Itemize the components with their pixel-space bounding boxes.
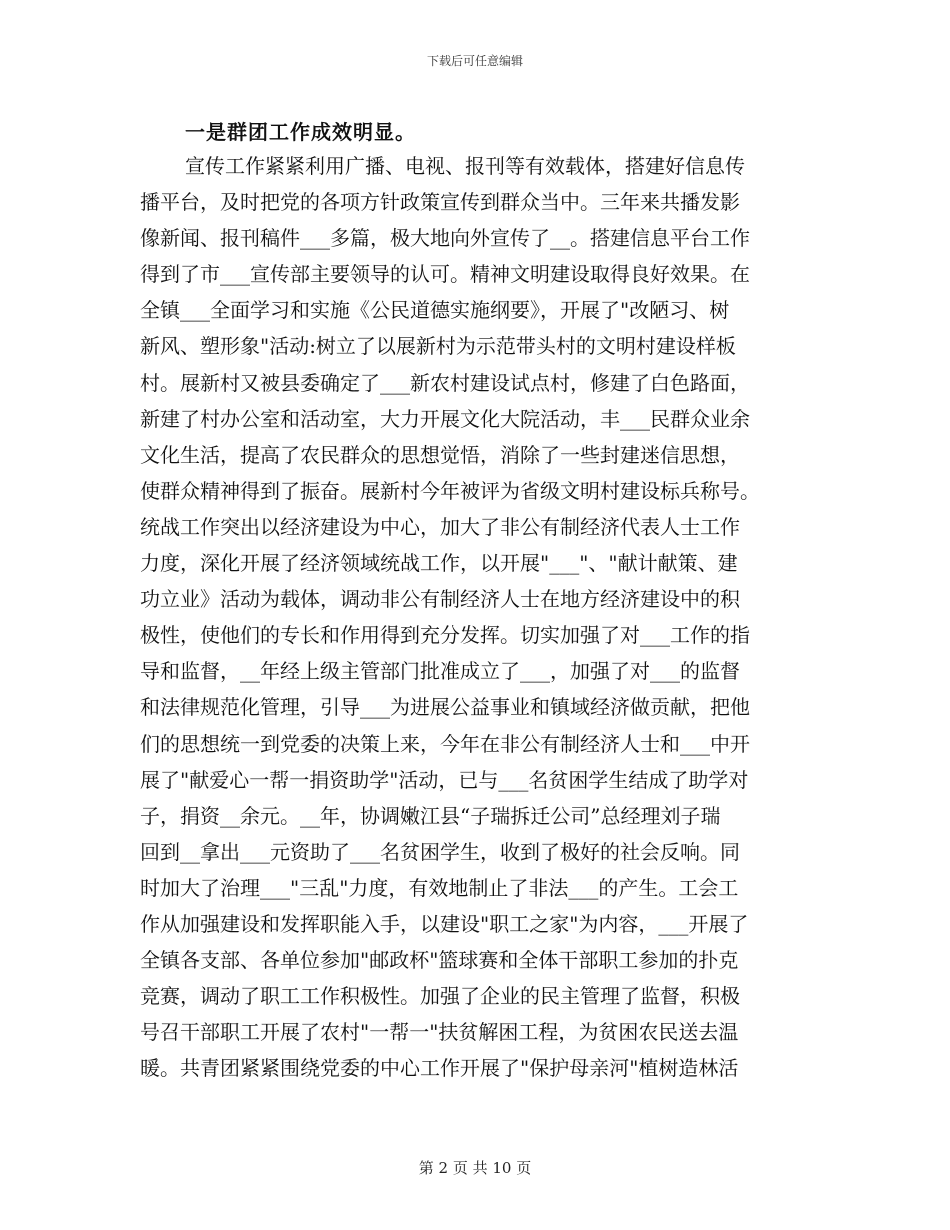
section-heading: 一是群团工作成效明显。 — [185, 120, 416, 144]
text-line: 全镇___全面学习和实施《公民道德实施纲要》，开展了"改陋习、树 — [140, 298, 730, 323]
text-line: 号召干部职工开展了农村"一帮一"扶贫解困工程，为贫困农民送去温 — [140, 1020, 739, 1045]
body-text — [140, 148, 820, 1086]
text-line: 导和监督，__年经上级主管部门批准成立了___，加强了对___的监督 — [140, 659, 740, 684]
text-line: 暖。共青团紧紧围绕党委的中心工作开展了"保护母亲河"植树造林活 — [140, 1056, 739, 1081]
text-line: 播平台，及时把党的各项方针政策宣传到群众当中。三年来共播发影 — [140, 190, 740, 215]
text-line: 竞赛，调动了职工工作积极性。加强了企业的民主管理了监督，积极 — [140, 984, 740, 1009]
text-line: 统战工作突出以经济建设为中心，加大了非公有制经济代表人士工作 — [140, 514, 740, 539]
text-line: 新建了村办公室和活动室，大力开展文化大院活动，丰___民群众业余 — [140, 406, 750, 431]
text-line: 展了"献爱心一帮一捐资助学"活动，已与___名贫困学生结成了助学对 — [140, 767, 749, 792]
page-header: 下载后可任意编辑 — [426, 54, 523, 68]
text-line: 和法律规范化管理，引导___为进展公益事业和镇域经济做贡献，把他 — [140, 695, 750, 720]
text-line: 宣传工作紧紧利用广播、电视、报刊等有效载体，搭建好信息传 — [185, 154, 745, 178]
text-line: 力度，深化开展了经济领域统战工作，以开展"___"、"献计献策、建 — [140, 551, 738, 576]
text-line: 村。展新村又被县委确定了___新农村建设试点村，修建了白色路面， — [140, 370, 750, 395]
text-line: 们的思想统一到党委的决策上来，今年在非公有制经济人士和___中开 — [140, 731, 750, 756]
page-number-footer: 第 2 页 共 10 页 — [418, 1159, 532, 1177]
text-line: 作从加强建设和发挥职能入手，以建设"职工之家"为内容，___开展了 — [140, 911, 749, 936]
text-line: 时加大了治理___"三乱"力度，有效地制止了非法___的产生。工会工 — [140, 875, 739, 900]
text-line: 极性，使他们的专长和作用得到充分发挥。切实加强了对___工作的指 — [140, 623, 750, 648]
text-line: 文化生活，提高了农民群众的思想觉悟，消除了一些封建迷信思想， — [140, 442, 740, 467]
text-line: 得到了市___宣传部主要领导的认可。精神文明建设取得良好效果。在 — [140, 262, 750, 287]
text-line: 全镇各支部、各单位参加"邮政杯"篮球赛和全体干部职工参加的扑克 — [140, 948, 739, 973]
text-line: 子，捐资__余元。__年，协调嫩江县“子瑞拆迁公司”总经理刘子瑞 — [140, 803, 721, 828]
text-line: 使群众精神得到了振奋。展新村今年被评为省级文明村建设标兵称号。 — [140, 478, 760, 503]
text-line: 新风、塑形象"活动:树立了以展新村为示范带头村的文明村建设样板 — [140, 334, 736, 359]
text-line: 功立业》活动为载体，调动非公有制经济人士在地方经济建设中的积 — [140, 587, 740, 612]
text-line: 像新闻、报刊稿件___多篇，极大地向外宣传了__。搭建信息平台工作 — [140, 226, 750, 251]
text-line: 回到__拿出___元资助了___名贫困学生，收到了极好的社会反响。同 — [140, 839, 740, 864]
